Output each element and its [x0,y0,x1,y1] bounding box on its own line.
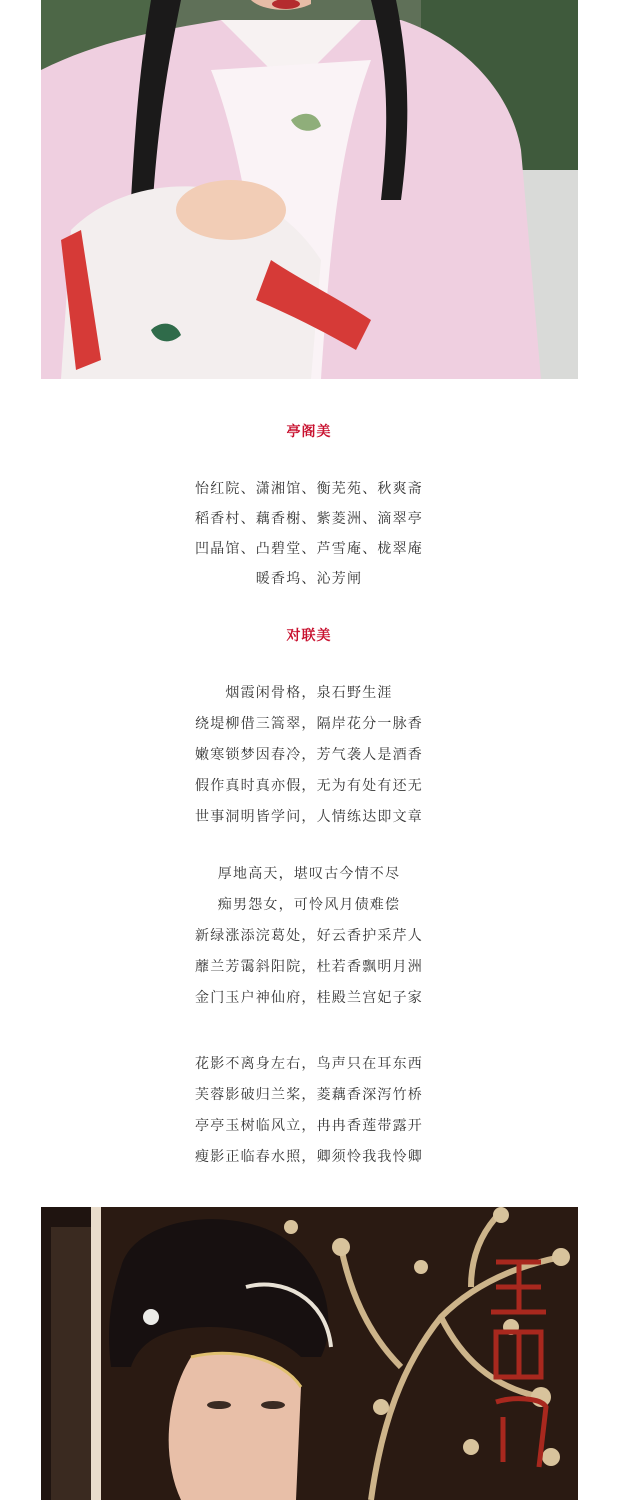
section-heading-pavilions: 亭阁美 [286,424,332,440]
couplet-line: 嫩寒锁梦因春冷，芳气袭人是酒香 [195,747,423,763]
section-heading-couplets: 对联美 [286,628,332,644]
couplet-line: 亭亭玉树临风立，冉冉香莲带露开 [195,1118,423,1134]
couplet-line: 痴男怨女，可怜风月债难偿 [217,897,401,913]
photo-woman-pink-robe [41,0,578,379]
couplet-line: 花影不离身左右，鸟声只在耳东西 [195,1056,423,1072]
pavilion-line: 凹晶馆、凸碧堂、芦雪庵、栊翠庵 [195,541,423,557]
bottom-photo [41,1207,578,1500]
couplet-line: 新绿涨添浣葛处，好云香护采芹人 [195,928,423,944]
pavilion-line: 怡红院、潇湘馆、衡芜苑、秋爽斋 [195,481,423,497]
pavilion-line: 暖香坞、沁芳闸 [255,571,363,587]
top-photo [41,0,578,379]
couplet-line: 世事洞明皆学问，人情练达即文章 [195,809,423,825]
couplet-line: 瘦影正临春水照，卿须怜我我怜卿 [195,1149,423,1165]
couplet-line: 蘼兰芳霭斜阳院，杜若香飘明月洲 [195,959,423,975]
couplet-group-1 [0,678,618,833]
couplet-line: 烟霞闲骨格，泉石野生涯 [225,685,393,701]
couplet-line: 芙蓉影破归兰桨，菱藕香深泻竹桥 [195,1087,423,1103]
couplet-line: 金门玉户神仙府，桂殿兰宫妃子家 [195,990,423,1006]
couplet-line: 绕堤柳借三篙翠，隔岸花分一脉香 [195,716,423,732]
pavilion-line: 稻香村、藕香榭、紫菱洲、滴翠亭 [195,511,423,527]
couplet-group-2 [0,859,618,1014]
couplet-line: 厚地高天，堪叹古今情不尽 [217,866,401,882]
couplet-group-3 [0,1049,618,1173]
couplet-line: 假作真时真亦假，无为有处有还无 [195,778,423,794]
photo-woman-headdress [41,1207,578,1500]
pavilion-list [0,474,618,594]
